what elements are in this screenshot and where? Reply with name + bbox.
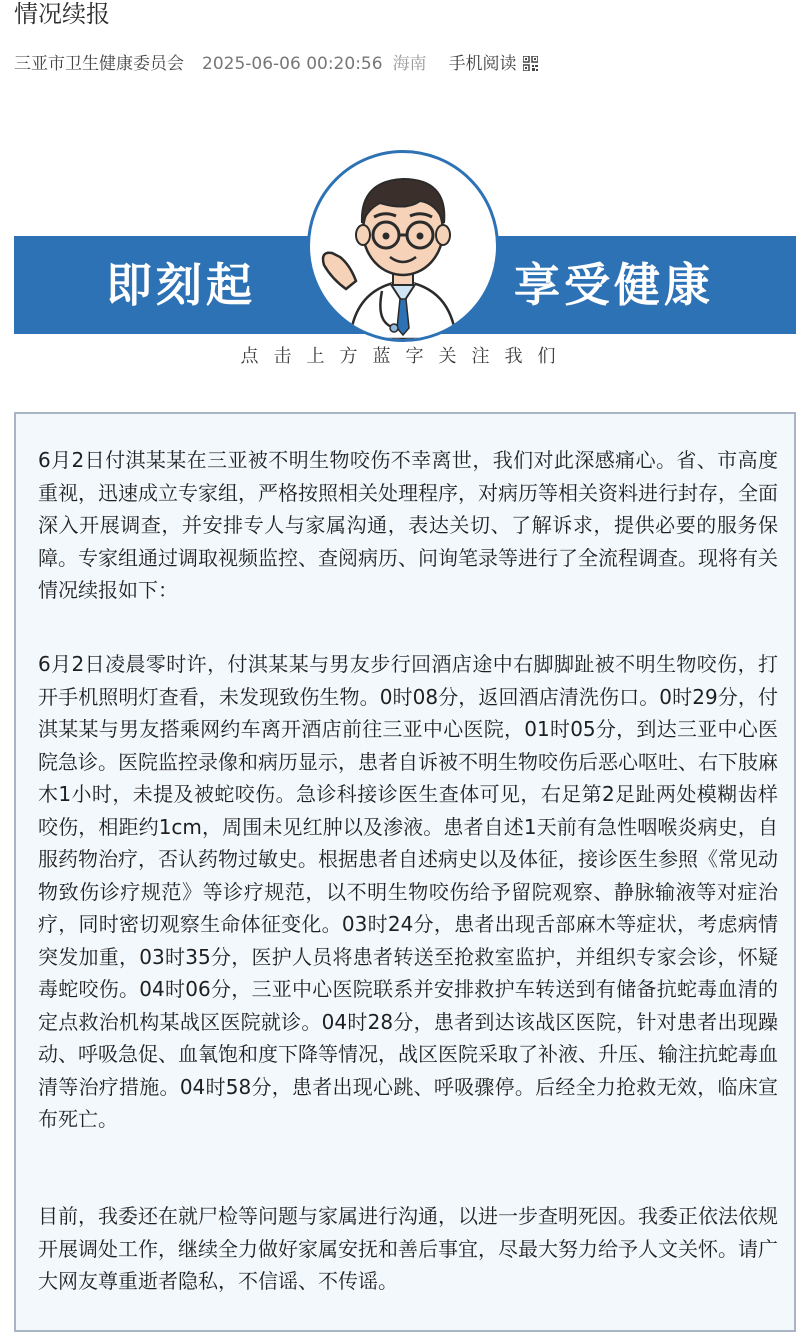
paragraph-current: 目前，我委还在就尸检等问题与家属进行沟通，以进一步查明死因。我委正依法依规开展调处工作，继续全力做好家属安抚和善后事宜，尽最大努力给予人文关怀。请广大网友尊重逝者隐私，不信谣、不传谣。 <box>38 1204 778 1293</box>
follow-tagline: 点击上方蓝字关注我们 <box>240 346 571 367</box>
page-title: 情况续报 <box>14 0 110 28</box>
paragraph-timeline: 6月2日凌晨零时许，付淇某某与男友步行回酒店途中右脚脚趾被不明生物咬伤，打开手机照明灯查看，未发现致伤生物。0时08分，返回酒店清洗伤口。0时29分，付淇某某与男友搭乘网约车离开酒店前往三亚中心医院，01时05分，到达三亚中心医院急诊。医院监控录像和病历显示，患者自诉被不明生物咬伤后恶心呕吐、右下肢麻木1小时，未提及被蛇咬伤。急诊科接诊医生查体可见，右足第2足趾两处模糊齿样咬伤，相距约1cm，周围未见红肿以及渗液。患者自述1天前有急性咽喉炎病史，自服药物治疗，否认药物过敏史。根据患者自述病史以及体征，接诊医生参照《常见动物致伤诊疗规范》等诊疗规范，以不明生物咬伤给予留院观察、静脉输液等对症治疗，同时密切观察生命体征变化。03时24分，患者出现舌部麻木等症状，考虑病情突发加重，03时35分，医护人员将患者转送至抢救室监护，并组织专家会诊，怀疑毒蛇咬伤。04时06分，三亚中心医院联系并安排救护车转送到有储备抗蛇毒血清的定点救治机构某战区医院就诊。04时28分，患者到达该战区医院，针对患者出现躁动、呼吸急促、血氧饱和度下降等情况，战区医院采取了补液、升压、输注抗蛇毒血清等治疗措施。04时58分，患者出现心跳、呼吸骤停。后经全力抢救无效，临床宣布死亡。 <box>38 652 778 1131</box>
region-label: 海南 <box>392 54 427 74</box>
banner-right-text: 享受健康 <box>514 258 714 312</box>
mobile-read-link[interactable]: 手机阅读 <box>448 54 517 74</box>
qr-code-icon[interactable] <box>523 56 538 71</box>
publish-datetime: 2025-06-06 00:20:56 <box>202 54 383 74</box>
doctor-cartoon-icon <box>310 153 496 339</box>
paragraph-intro: 6月2日付淇某某在三亚被不明生物咬伤不幸离世，我们对此深感痛心。省、市高度重视，迅速成立专家组，严格按照相关处理程序，对病历等相关资料进行封存，全面深入开展调查，并安排专人与家属沟通，表达关切、了解诉求，提供必要的服务保障。专家组通过调取视频监控、查阅病历、问询笔录等进行了全流程调查。现将有关情况续报如下： <box>38 448 778 602</box>
article-meta <box>14 52 538 76</box>
doctor-avatar <box>307 150 499 342</box>
announcement-box <box>14 412 796 1332</box>
banner-left-text: 即刻起 <box>106 258 256 312</box>
author-link[interactable]: 三亚市卫生健康委员会 <box>14 54 184 74</box>
